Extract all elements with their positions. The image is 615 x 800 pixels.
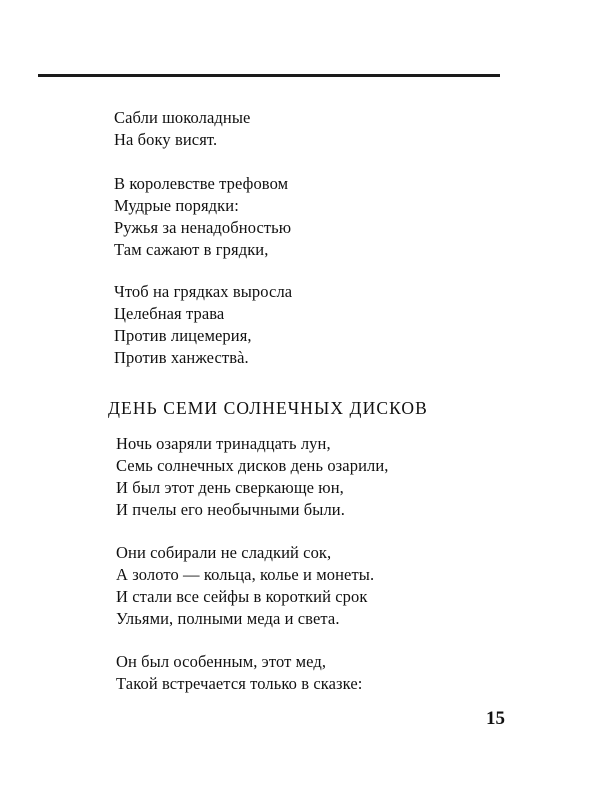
poem-line: Там сажают в грядки,: [114, 240, 269, 259]
poem-line: Сабли шоколадные: [114, 108, 251, 127]
poem-line: Семь солнечных дисков день озарили,: [116, 456, 389, 475]
poem-line: В королевстве трефовом: [114, 174, 289, 193]
poem-line: Мудрые порядки:: [114, 196, 239, 215]
stanza: [114, 107, 250, 151]
poem-line: Он был особенным, этот мед,: [116, 652, 327, 671]
poem-line: И был этот день сверкающе юн,: [116, 478, 344, 497]
stanza: [116, 542, 374, 630]
page-number: 15: [486, 708, 505, 729]
poem-line: Целебная трава: [114, 304, 225, 323]
poem-line: Против лицемерия,: [114, 326, 252, 345]
poem-line: Ночь озаряли тринадцать лун,: [116, 434, 331, 453]
poem-line: А золото — кольца, колье и монеты.: [116, 565, 375, 584]
poem-line: Ружья за ненадобностью: [114, 218, 292, 237]
stanza: [116, 651, 362, 695]
top-rule-divider: [38, 74, 500, 77]
poem-line: И пчелы его необычными были.: [116, 500, 345, 519]
poem-line: Против ханжествà.: [114, 348, 249, 367]
poem-line: И стали все сейфы в короткий срок: [116, 587, 368, 606]
poem-line: Такой встречается только в сказке:: [116, 674, 363, 693]
stanza: [114, 173, 291, 261]
stanza: [116, 433, 389, 521]
poem-line: Ульями, полными меда и света.: [116, 609, 340, 628]
poem-line: На боку висят.: [114, 130, 218, 149]
stanza: [114, 281, 292, 369]
poem-line: Они собирали не сладкий сок,: [116, 543, 332, 562]
poem-title: ДЕНЬ СЕМИ СОЛНЕЧНЫХ ДИСКОВ: [108, 398, 428, 418]
poem-line: Чтоб на грядках выросла: [114, 282, 293, 301]
